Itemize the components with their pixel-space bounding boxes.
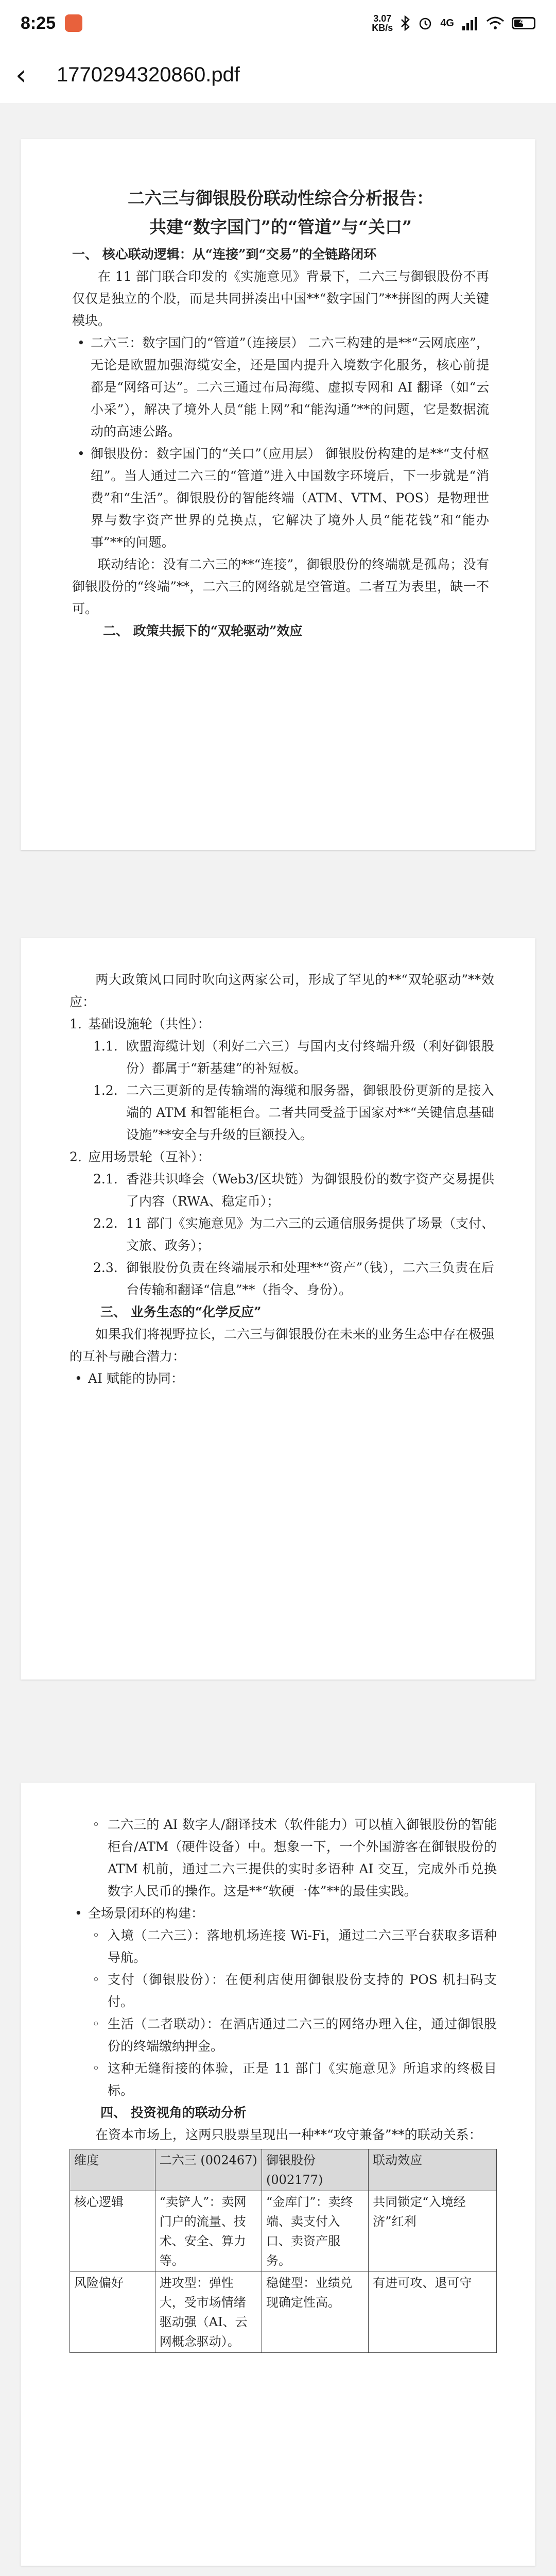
table-header-cell: 御银股份 (002177) xyxy=(262,2149,369,2191)
signal-icon xyxy=(461,16,479,30)
table-header-row xyxy=(70,2149,497,2191)
section-3-bullet-1-sub: ◦ 二六三的 AI 数字人/翻译技术（软件能力）可以植入御银股份的智能柜台/ATM（硬件设备）中。想象一下，一个外国游客在御银股份的 ATM 机前，通过二六三提供的实时多语种 AI 交互，完成外币兑换数字人民币的操作。这是**“软硬一体”**的最佳实践。 xyxy=(70,1814,497,1902)
section-3-bullet-1: • AI 赋能的协同： xyxy=(70,1367,494,1389)
section-3-heading: 三、 业务生态的“化学反应” xyxy=(100,1304,262,1319)
table-header-cell: 联动效应 xyxy=(369,2149,497,2191)
title-bar xyxy=(0,46,556,103)
back-arrow-icon[interactable]: ‹ xyxy=(15,58,27,91)
status-bar xyxy=(0,0,556,46)
section-2-heading: 二、 政策共振下的“双轮驱动”效应 xyxy=(103,623,303,638)
table-cell: 风险偏好 xyxy=(70,2272,155,2353)
doc-title-line1: 二六三与御银股份联动性综合分析报告： xyxy=(128,188,433,208)
section-4-intro: 在资本市场上，这两只股票呈现出一种**“攻守兼备”**的联动关系： xyxy=(95,2127,482,2142)
status-icons xyxy=(372,14,535,32)
section-2-item-1: 1. 基础设施轮（共性）： xyxy=(70,1016,211,1031)
section-1-heading: 一、 核心联动逻辑：从“连接”到“交易”的全链路闭环 xyxy=(72,247,377,262)
alarm-icon xyxy=(418,15,433,31)
table-cell: 有进可攻、退可守 xyxy=(369,2272,497,2353)
section-1-bullet-2: • 御银股份：数字国门的“关口”（应用层） 御银股份构建的是**“支付枢纽”。当人通过二六三的“管道”进入中国数字环境后，下一步就是“消费”和“生活”。御银股份的智能终端（ATM、VTM、POS）是物理世界与数字资产世界的兑换点，它解决了境外人员“能花钱”和“能办事”**的问题。 xyxy=(72,443,489,553)
network-speed: 3.07 KB/s xyxy=(372,13,393,33)
section-3-bullet-2-sub-3: ◦ 生活（二者联动）：在酒店通过二六三的网络办理入住，通过御银股份的终端缴纳押金。 xyxy=(70,2013,497,2057)
section-2-item-2-1: 2.1. 香港共识峰会（Web3/区块链）为御银股份的数字资产交易提供了内容（RWA、稳定币）； xyxy=(93,1172,494,1209)
section-2-item-1-2: 1.2. 二六三更新的是传输端的海缆和服务器，御银股份更新的是接入端的 ATM 和智能柜台。二者共同受益于国家对**“关键信息基础设施”**安全与升级的巨额投入。 xyxy=(93,1083,494,1142)
section-2-intro: 两大政策风口同时吹向这两家公司，形成了罕见的**“双轮驱动”**效应： xyxy=(70,972,494,1009)
section-2-item-1-1: 1.1. 欧盟海缆计划（利好二六三）与国内支付终端升级（利好御银股份）都属于“新基建”的补短板。 xyxy=(93,1039,494,1076)
section-1-bullet-1: • 二六三：数字国门的“管道”（连接层） 二六三构建的是**“云网底座”，无论是欧盟加强海缆安全，还是国内提升入境数字化服务，核心前提都是“网络可达”。二六三通过布局海缆、虚拟专网和 AI 翻译（如“云小采”），解决了境外人员“能上网”和“能沟通”**的问题，它是数据流动的高速公路。 xyxy=(72,332,489,443)
section-2-item-2-2: 2.2. 11 部门《实施意见》为二六三的云通信服务提供了场景（支付、文旅、政务）； xyxy=(93,1216,494,1253)
section-2-item-2-3: 2.3. 御银股份负责在终端展示和处理**“资产”（钱），二六三负责在后台传输和翻译“信息”**（指令、身份）。 xyxy=(93,1260,494,1297)
section-1-intro: 在 11 部门联合印发的《实施意见》背景下，二六三与御银股份不再仅仅是独立的个股，而是共同拼凑出中国**“数字国门”**拼图的两大关键模块。 xyxy=(72,269,489,328)
table-cell: 稳健型：业绩兑现确定性高。 xyxy=(262,2272,369,2353)
section-3-intro: 如果我们将视野拉长，二六三与御银股份在未来的业务生态中存在极强的互补与融合潜力： xyxy=(70,1327,495,1364)
table-cell: 进攻型：弹性大，受市场情绪驱动强（AI、云网概念驱动）。 xyxy=(155,2272,262,2353)
status-time: 8:25 xyxy=(21,13,56,33)
section-3-bullet-2-sub-4: ◦ 这种无缝衔接的体验，正是 11 部门《实施意见》所追求的终极目标。 xyxy=(70,2057,497,2102)
section-4-heading: 四、 投资视角的联动分析 xyxy=(100,2105,247,2120)
battery-icon: 47 xyxy=(512,17,535,29)
app-notification-icon xyxy=(65,14,82,32)
pdf-page-3 xyxy=(21,1783,535,2566)
table-cell: “卖铲人”：卖网门户的流量、技术、安全、算力等。 xyxy=(155,2191,262,2272)
table-header-cell: 维度 xyxy=(70,2149,155,2191)
section-2-item-2: 2. 应用场景轮（互补）： xyxy=(70,1149,211,1164)
pdf-page-2 xyxy=(21,938,535,1680)
pdf-page-1 xyxy=(21,139,535,850)
table-row xyxy=(70,2191,497,2272)
doc-title-line2: 共建“数字国门”的“管道”与“关口” xyxy=(149,217,412,237)
file-name: 1770294320860.pdf xyxy=(57,63,240,86)
section-1-conclusion: 联动结论：没有二六三的**“连接”，御银股份的终端就是孤岛；没有御银股份的“终端”**，二六三的网络就是空管道。二者互为表里，缺一不可。 xyxy=(72,557,489,616)
comparison-table xyxy=(70,2149,497,2353)
section-3-bullet-2-sub-2: ◦ 支付（御银股份）：在便利店使用御银股份支持的 POS 机扫码支付。 xyxy=(70,1969,497,2013)
table-cell: “金库门”：卖终端、卖支付入口、卖资产服务。 xyxy=(262,2191,369,2272)
section-3-bullet-2: • 全场景闭环的构建： xyxy=(70,1902,497,1924)
table-cell: 共同锁定“入境经济”红利 xyxy=(369,2191,497,2272)
section-3-bullet-2-sub-1: ◦ 入境（二六三）：落地机场连接 Wi-Fi，通过二六三平台获取多语种导航。 xyxy=(70,1924,497,1969)
bluetooth-icon xyxy=(400,15,410,31)
wifi-icon xyxy=(486,16,505,30)
network-type: 4G xyxy=(440,17,454,29)
table-header-cell: 二六三 (002467) xyxy=(155,2149,262,2191)
table-cell: 核心逻辑 xyxy=(70,2191,155,2272)
table-row xyxy=(70,2272,497,2353)
